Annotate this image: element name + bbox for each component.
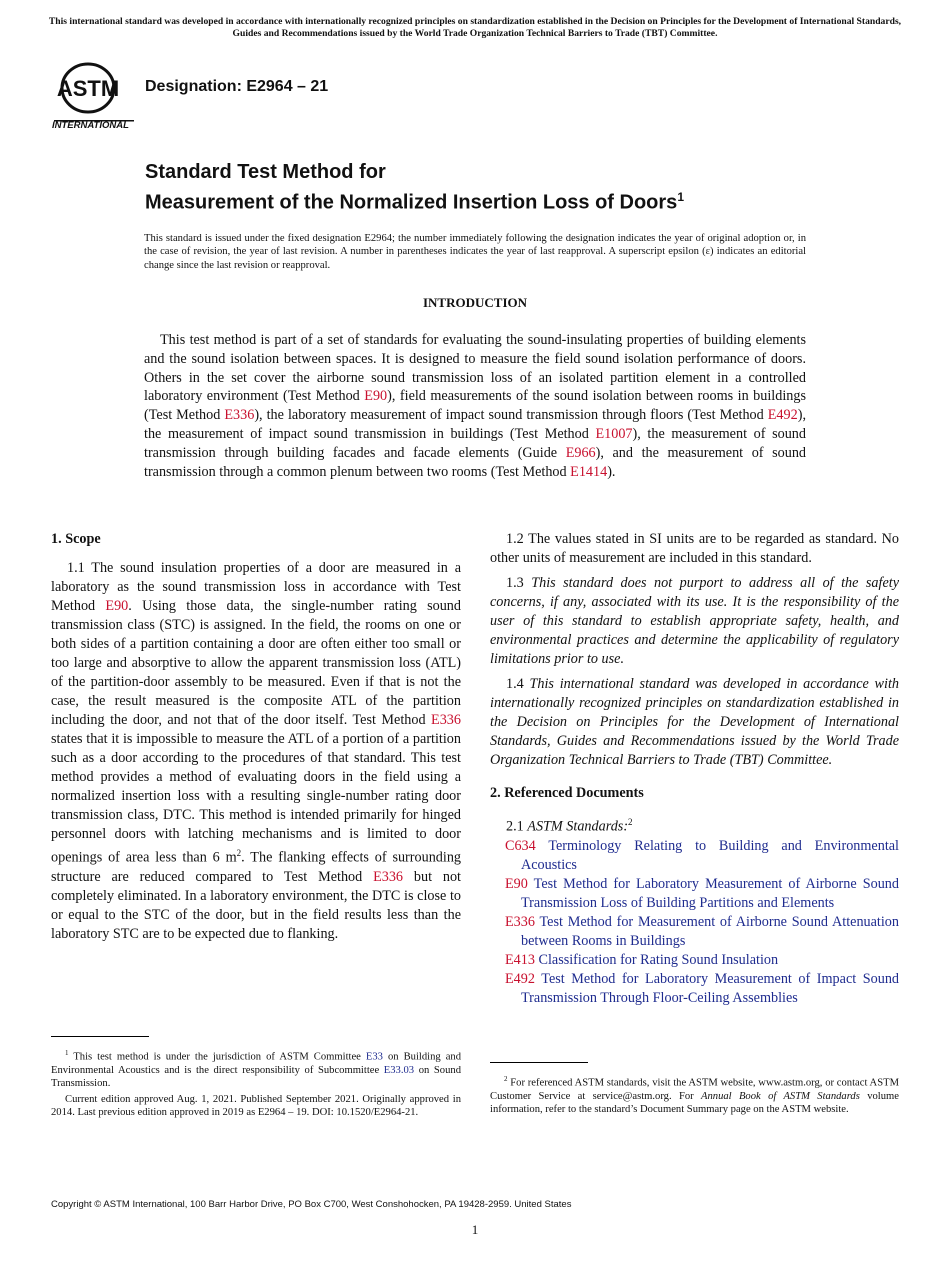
top-notice: This international standard was developed in accordance with internationally recognized principles on standardization established in the Decision on Principles for the Development of International Standards, Guides and Recommendations issued by the World Trade Organization Technical Barriers to Trade (TBT) Committee. (48, 16, 902, 39)
link-e492[interactable]: E492 (767, 407, 798, 424)
svg-text:ASTM: ASTM (56, 76, 120, 101)
link-e33[interactable]: E33 (365, 1051, 383, 1063)
footnote-rule (51, 1036, 149, 1037)
scope-1-2: 1.2 The values stated in SI units are to be regarded as standard. No other units of measurement are included in this standard. (490, 531, 899, 566)
link-e336[interactable]: E336 (373, 868, 404, 885)
introduction-heading: INTRODUCTION (422, 295, 527, 310)
title-line-1: Standard Test Method for (145, 161, 386, 183)
referenced-documents-heading: 2. Referenced Documents (490, 785, 644, 801)
title-line-2: Measurement of the Normalized Insertion Loss of Doors$^1$ (145, 190, 684, 214)
footnote-1-text: $^1$ This test method is under the jurisdiction of ASTM Committee E33 on Building and Environmental Acoustics and is the direct responsibility of Subcommittee E33.03 on Sound Transmission. (51, 1049, 461, 1089)
reference-item[interactable]: E492 Test Method for Laboratory Measurement of Impact Sound Transmission Through Floor-Ceiling Assemblies (505, 970, 900, 1006)
footnote-1-edition: Current edition approved Aug. 1, 2021. Published September 2021. Originally approved in 2014. Last previous edition approved in 2019 as E2964 – 19. DOI: 10.1520/E2964-21. (51, 1093, 461, 1118)
page-number: 1 (471, 1222, 479, 1237)
reference-item[interactable]: E413 Classification for Rating Sound Insulation (505, 951, 779, 968)
designation: Designation: E2964 – 21 (145, 78, 329, 95)
scope-1-1: 1.1 The sound insulation properties of a door are measured in a laboratory as the sound transmission loss in accordance with Test Method E90. Using those data, the single-number rating sound transmission class (STC) is assigned. In the field, the rooms on one or both sides of a partition containing a door are often either too small or too large and absorptive to allow the apparent transmission loss (ATL) of the partition-door assembly to be measured. Even if that is not the case, the result measured is the composite ATL of the partition including the door, and not that of the door itself. Test Method E336 states that it is impossible to measure the ATL of a portion of a partition such as a door according to the procedures of that standard. This test method provides a method of evaluating doors in the field using a normalized insertion loss with a resulting single-number rating door transmission class, DTC. This method is intended primarily for hinged personnel doors with latching mechanisms and is limited to door openings of area less than 6 $m^2$. The flanking effects of surrounding structure are reduced compared to Test Method E336 but not completely eliminated. In a laboratory environment, the DTC is close to or equal to the STC of the door, but in the field results less than the laboratory STC are to be expected due to flanking. (51, 560, 462, 942)
title-footnote-mark[interactable]: 1 (677, 190, 684, 204)
link-e1007[interactable]: E1007 (595, 425, 633, 442)
scope-1-4: 1.4 This international standard was developed in accordance with internationally recognized principles on standardization established in the Decision on Principles for the Development of International Standards, Guides and Recommendations issued by the World Trade Organization Technical Barriers to Trade (TBT) Committee. (490, 676, 899, 768)
reference-item[interactable]: E90 Test Method for Laboratory Measurement of Airborne Sound Transmission Loss of Building Partitions and Elements (505, 875, 899, 911)
link-e90[interactable]: E90 (364, 388, 388, 405)
document-title (145, 160, 684, 216)
footnote-rule (490, 1062, 588, 1063)
footnote-2-text: $^2$ For referenced ASTM standards, visit the ASTM website, www.astm.org, or contact ASTM Customer Service at service@astm.org. For Annual Book of ASTM Standards volume information, refer to the standard’s Document Summary page on the ASTM website. (490, 1075, 899, 1115)
scope-heading: 1. Scope (51, 531, 101, 547)
introduction-text: This test method is part of a set of standards for evaluating the sound-insulating properties of building elements and the sound isolation between spaces. It is designed to measure the field sound isolation performance of doors. Others in the set cover the airborne sound transmission loss of an isolated partition element in a controlled laboratory environment (Test Method E90), field measurements of the sound isolation between rooms in buildings (Test Method E336), the laboratory measurement of impact sound transmission through floors (Test Method E492), the measurement of impact sound transmission in buildings (Test Method E1007), the measurement of sound transmission through building facades and facade elements (Guide E966), and the measurement of sound transmission through a common plenum between two rooms (Test Method E1414). (144, 332, 807, 480)
link-e90[interactable]: E90 (105, 598, 129, 614)
left-column (51, 530, 461, 950)
copyright: Copyright © ASTM International, 100 Barr Harbor Drive, PO Box C700, West Conshohocken, PA 19428-2959. United States (51, 1199, 572, 1210)
issue-note: This standard is issued under the fixed designation E2964; the number immediately following the designation indicates the year of original adoption or, in the case of revision, the year of last revision. A number in parentheses indicates the year of last reapproval. A superscript epsilon (ε) indicates an editorial change since the last revision or reapproval. (144, 233, 806, 271)
footnote-1 (51, 1036, 461, 1122)
astm-standards-subheading: 2.1 ASTM Standards:$^2$ (506, 817, 633, 835)
footnote-2 (490, 1062, 899, 1119)
right-column (490, 530, 899, 1008)
link-e33-03[interactable]: E33.03 (383, 1064, 415, 1076)
logo-international: INTERNATIONAL (52, 120, 129, 131)
astm-logo (52, 58, 136, 132)
reference-item[interactable]: E336 Test Method for Measurement of Airborne Sound Attenuation between Rooms in Buildings (505, 913, 899, 949)
link-e1414[interactable]: E1414 (570, 463, 608, 480)
scope-1-3: 1.3 This standard does not purport to address all of the safety concerns, if any, associated with its use. It is the responsibility of the user of this standard to establish appropriate safety, health, and environmental practices and determine the applicability of regulatory limitations prior to use. (490, 575, 899, 667)
link-e336[interactable]: E336 (224, 407, 255, 424)
link-e336[interactable]: E336 (431, 712, 461, 728)
reference-item[interactable]: C634 Terminology Relating to Building and Environmental Acoustics (505, 837, 900, 873)
link-e966[interactable]: E966 (565, 444, 596, 461)
